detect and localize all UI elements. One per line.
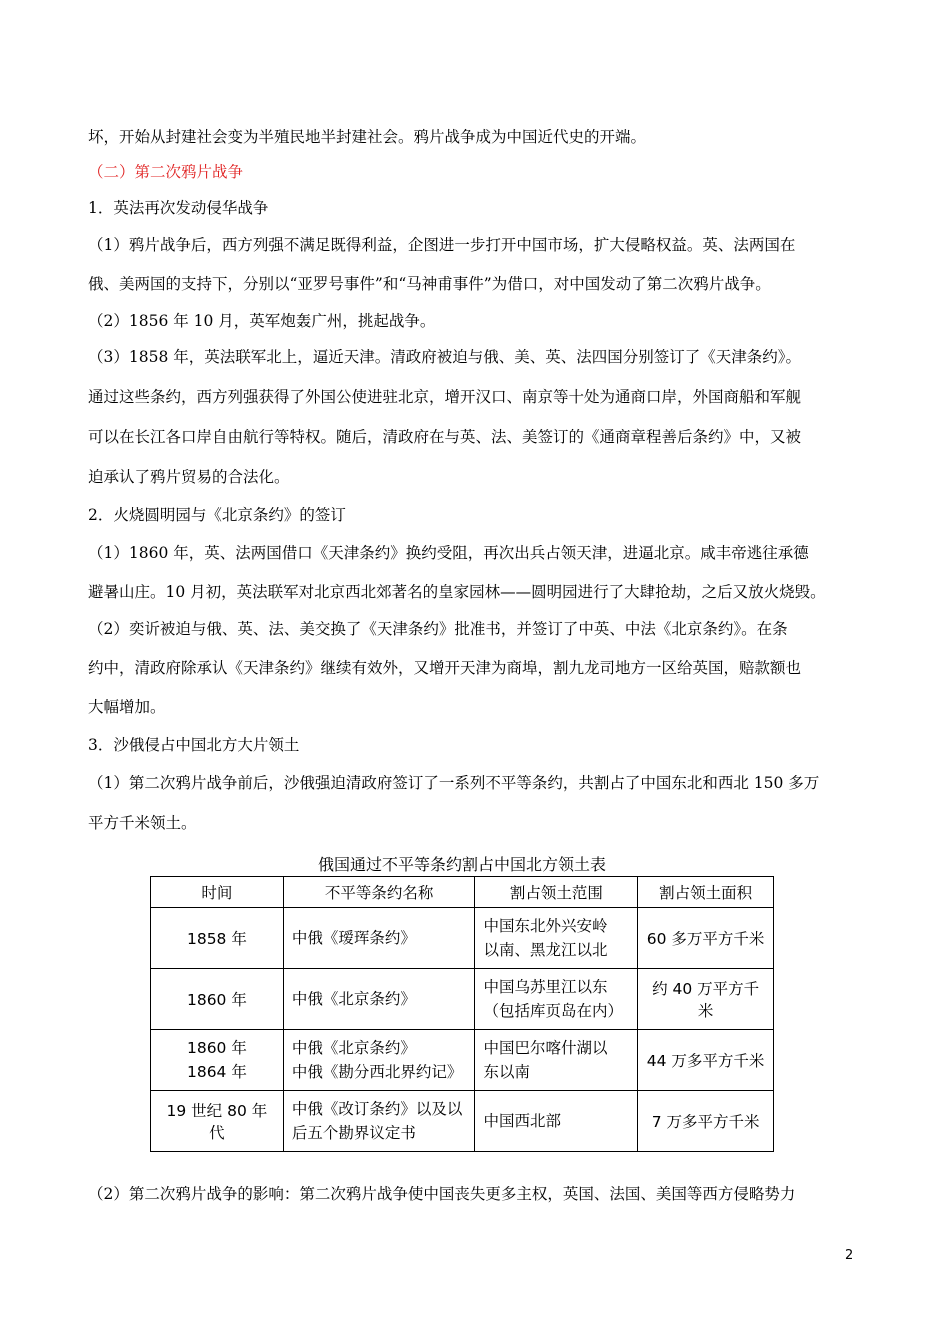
cell-time: 1860 年 1864 年	[151, 1030, 284, 1091]
paragraph-line: （1）第二次鸦片战争前后，沙俄强迫清政府签订了一系列不平等条约，共割占了中国东北和西北 150 多万	[88, 774, 820, 792]
cell-scope: 中国西北部	[475, 1091, 638, 1152]
cell-scope: 中国乌苏里江以东 （包括库页岛在内）	[475, 969, 638, 1030]
subsection-heading: 2．火烧圆明园与《北京条约》的签订	[88, 506, 346, 524]
paragraph-line: （3）1858 年，英法联军北上，逼近天津。清政府被迫与俄、美、英、法四国分别签订了《天津条约》。	[88, 348, 801, 366]
paragraph-line: （2）奕䜣被迫与俄、英、法、美交换了《天津条约》批准书，并签订了中英、中法《北京条约》。在条	[88, 620, 788, 638]
table-title: 俄国通过不平等条约割占中国北方领土表	[317, 855, 606, 874]
column-header-treaty: 不平等条约名称	[283, 877, 475, 908]
cell-treaty: 中俄《北京条约》 中俄《勘分西北界约记》	[283, 1030, 475, 1091]
table-row	[151, 1091, 774, 1152]
paragraph-line: 平方千米领土。	[88, 814, 197, 832]
table-header-row	[151, 877, 774, 908]
table-row	[151, 969, 774, 1030]
cell-treaty: 中俄《改订条约》以及以 后五个勘界议定书	[283, 1091, 475, 1152]
paragraph-line: 坏，开始从封建社会变为半殖民地半封建社会。鸦片战争成为中国近代史的开端。	[88, 128, 647, 146]
column-header-time: 时间	[151, 877, 284, 908]
cell-area: 7 万多平方千米	[638, 1091, 774, 1152]
section-heading: （二）第二次鸦片战争	[88, 163, 244, 181]
cell-time: 19 世纪 80 年代	[151, 1091, 284, 1152]
cell-area: 约 40 万平方千米	[638, 969, 774, 1030]
paragraph-line: （2）第二次鸦片战争的影响：第二次鸦片战争使中国丧失更多主权，英国、法国、美国等西方侵略势力	[88, 1185, 796, 1203]
table-row	[151, 1030, 774, 1091]
paragraph-line: 可以在长江各口岸自由航行等特权。随后，清政府在与英、法、美签订的《通商章程善后条约》中，又被	[88, 428, 802, 446]
cell-time: 1860 年	[151, 969, 284, 1030]
column-header-scope: 割占领土范围	[475, 877, 638, 908]
column-header-area: 割占领土面积	[638, 877, 774, 908]
cell-time: 1858 年	[151, 908, 284, 969]
paragraph-line: （1）1860 年，英、法两国借口《天津条约》换约受阻，再次出兵占领天津，进逼北京。咸丰帝逃往承德	[88, 544, 809, 562]
paragraph-line: 迫承认了鸦片贸易的合法化。	[88, 468, 290, 486]
paragraph-line: 避暑山庄。10 月初，英法联军对北京西北郊著名的皇家园林——圆明园进行了大肆抢劫，之后又放火烧毁。	[88, 583, 826, 601]
paragraph-line: 约中，清政府除承认《天津条约》继续有效外，又增开天津为商埠，割九龙司地方一区给英国，赔款额也	[88, 659, 802, 677]
cell-treaty: 中俄《瑷珲条约》	[283, 908, 475, 969]
paragraph-line: 大幅增加。	[88, 698, 166, 716]
paragraph-line: 俄、美两国的支持下，分别以“亚罗号事件”和“马神甫事件”为借口，对中国发动了第二次鸦片战争。	[88, 275, 771, 293]
cell-area: 44 万多平方千米	[638, 1030, 774, 1091]
territory-table	[150, 876, 774, 1152]
cell-scope: 中国东北外兴安岭 以南、黑龙江以北	[475, 908, 638, 969]
subsection-heading: 3．沙俄侵占中国北方大片领土	[88, 736, 300, 754]
cell-treaty: 中俄《北京条约》	[283, 969, 475, 1030]
cell-area: 60 多万平方千米	[638, 908, 774, 969]
cell-scope: 中国巴尔喀什湖以 东以南	[475, 1030, 638, 1091]
paragraph-line: （1）鸦片战争后，西方列强不满足既得利益，企图进一步打开中国市场，扩大侵略权益。英、法两国在	[88, 236, 796, 254]
page-number: 2	[845, 1248, 854, 1263]
paragraph-line: 通过这些条约，西方列强获得了外国公使进驻北京，增开汉口、南京等十处为通商口岸，外国商船和军舰	[88, 388, 802, 406]
subsection-heading: 1．英法再次发动侵华战争	[88, 199, 269, 217]
paragraph-line: （2）1856 年 10 月，英军炮轰广州，挑起战争。	[88, 312, 436, 330]
table-row	[151, 908, 774, 969]
